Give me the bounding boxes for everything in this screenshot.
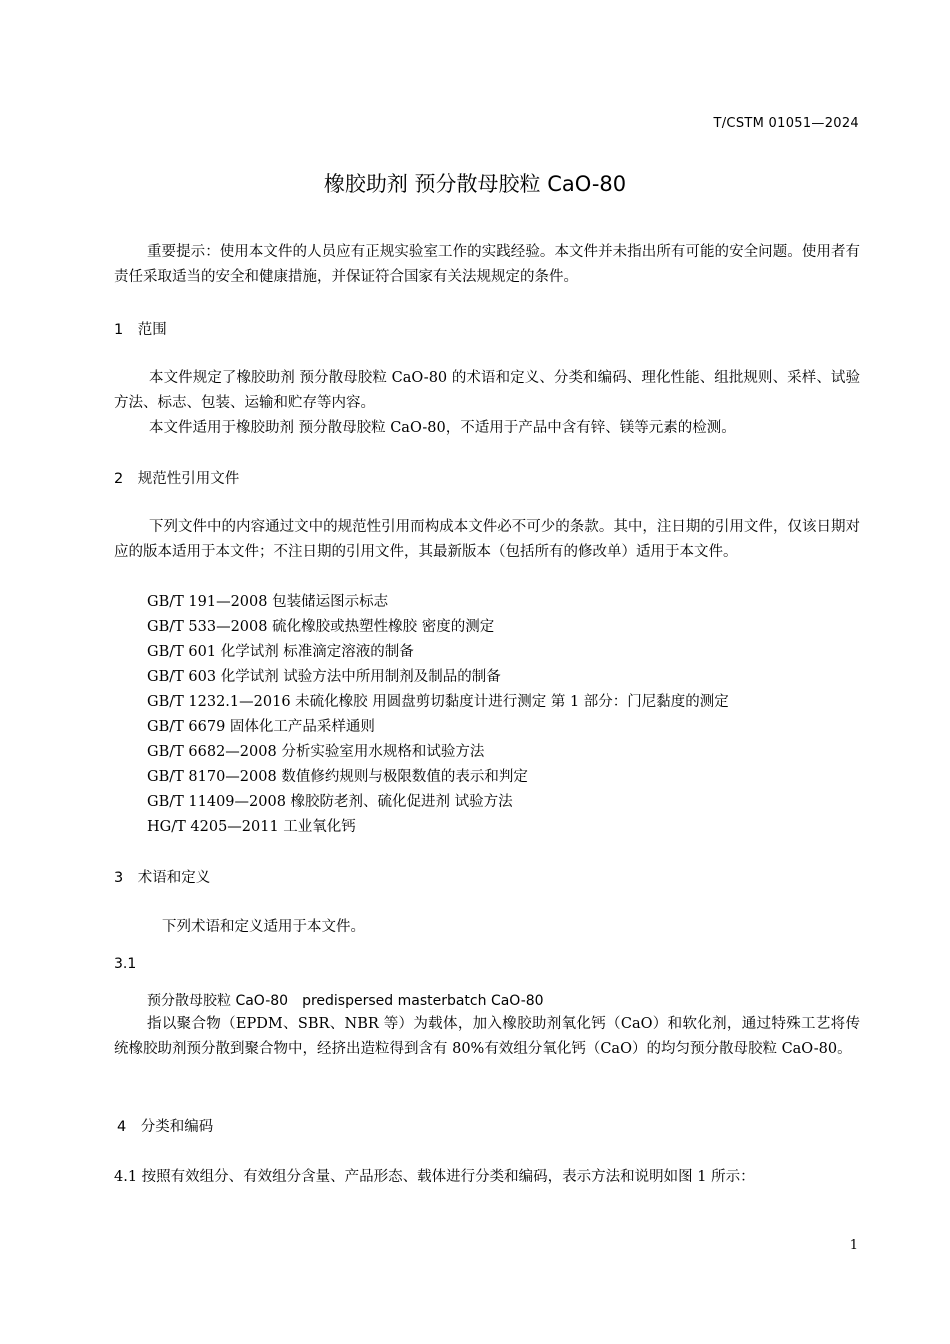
document-title: 橡胶助剂 预分散母胶粒 CaO-80 [323,172,627,196]
reference-item: GB/T 6682—2008 分析实验室用水规格和试验方法 [147,744,485,760]
reference-item: GB/T 1232.1—2016 未硫化橡胶 用圆盘剪切黏度计进行测定 第 1 部分：门尼黏度的测定 [147,694,729,710]
term-title: 预分散母胶粒 CaO-80 predispersed masterbatch CaO-80 [147,993,544,1009]
normative-intro: 下列文件中的内容通过文中的规范性引用而构成本文件必不可少的条款。其中，注日期的引用文件，仅该日期对应的版本适用于本文件；不注日期的引用文件，其最新版本（包括所有的修改单）适用于本文件。 [114,519,860,560]
section-heading-normative: 2 规范性引用文件 [114,471,240,487]
reference-item: GB/T 191—2008 包装储运图示标志 [147,594,389,610]
scope-paragraph-2: 本文件适用于橡胶助剂 预分散母胶粒 CaO-80，不适用于产品中含有锌、镁等元素的检测。 [149,420,736,436]
term-definition: 指以聚合物（EPDM、SBR、NBR 等）为载体，加入橡胶助剂氧化钙（CaO）和软化剂，通过特殊工艺将传统橡胶助剂预分散到聚合物中，经挤出造粒得到含有 80%有效组分氧化钙（CaO）的均匀预分散母胶粒 CaO-80。 [114,1016,860,1057]
scope-paragraph-1: 本文件规定了橡胶助剂 预分散母胶粒 CaO-80 的术语和定义、分类和编码、理化性能、组批规则、采样、试验方法、标志、包装、运输和贮存等内容。 [114,370,860,411]
document-code: T/CSTM 01051—2024 [713,116,859,131]
section-heading-classification: 4 分类和编码 [117,1119,214,1135]
section-heading-terms: 3 术语和定义 [114,870,211,886]
page-number: 1 [849,1238,858,1253]
section-heading-scope: 1 范围 [114,322,167,338]
reference-item: GB/T 11409—2008 橡胶防老剂、硫化促进剂 试验方法 [147,794,513,810]
terms-intro: 下列术语和定义适用于本文件。 [162,919,365,935]
classification-paragraph: 4.1 按照有效组分、有效组分含量、产品形态、载体进行分类和编码，表示方法和说明如图 1 所示： [114,1169,755,1185]
reference-item: GB/T 533—2008 硫化橡胶或热塑性橡胶 密度的测定 [147,619,495,635]
reference-item: GB/T 6679 固体化工产品采样通则 [147,719,375,735]
reference-item: GB/T 603 化学试剂 试验方法中所用制剂及制品的制备 [147,669,501,685]
term-number: 3.1 [114,956,137,972]
reference-item: HG/T 4205—2011 工业氧化钙 [147,819,356,835]
reference-item: GB/T 601 化学试剂 标准滴定溶液的制备 [147,644,414,660]
safety-notice: 重要提示：使用本文件的人员应有正规实验室工作的实践经验。本文件并未指出所有可能的安全问题。使用者有责任采取适当的安全和健康措施，并保证符合国家有关法规规定的条件。 [114,244,860,285]
reference-item: GB/T 8170—2008 数值修约规则与极限数值的表示和判定 [147,769,528,785]
